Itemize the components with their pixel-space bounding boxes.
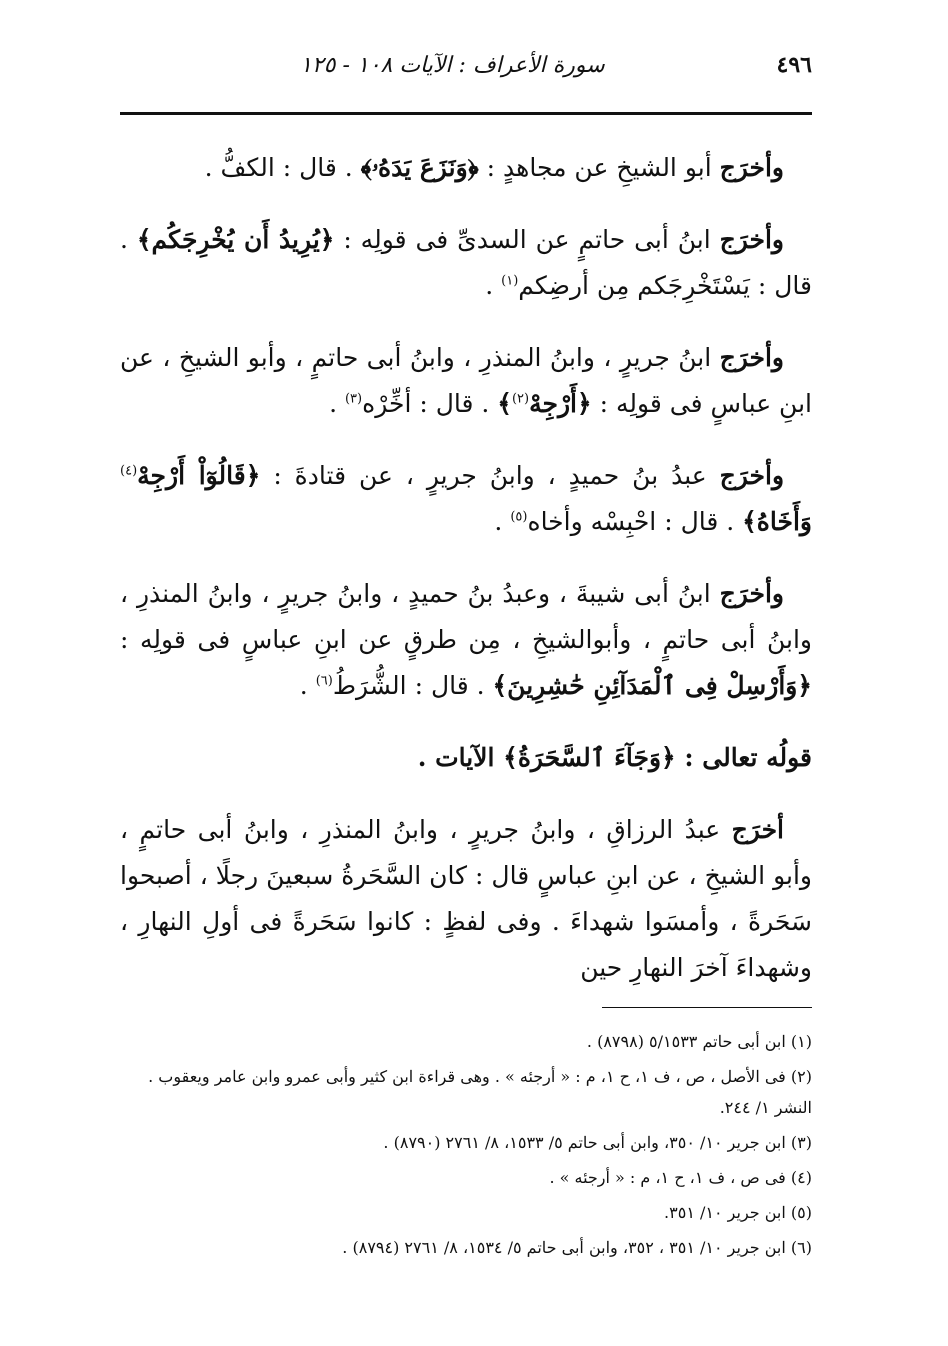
paragraph-text: . قال : الكفُّ . (204, 153, 361, 182)
paragraph-text: . قال : احْبِسْه وأخاه (527, 507, 743, 536)
paragraph-text: . قال : أخِّرْه (362, 389, 498, 418)
paragraph-6 (120, 807, 812, 991)
footnote-ref[interactable]: (٢) (511, 391, 530, 407)
paragraph-text: . (494, 507, 511, 536)
paragraph-text: ابنُ جريرٍ ، وابنُ المنذرِ ، وابنُ أبى حاتمٍ ، وأبو الشيخِ ، عن ابنِ عباسٍ فى قولِه : (120, 343, 812, 418)
footnote-6: (٦) ابن جرير ١٠/ ٣٥١ ، ٣٥٢، وابن أبى حاتم ٥/ ١٥٣٤، ٨/ ٢٧٦١ (٨٧٩٤) . (342, 1238, 812, 1257)
footnote-ref[interactable]: (٥) (510, 509, 528, 525)
page-header (120, 52, 812, 96)
paragraph-lead: وأخرَج (719, 343, 784, 372)
paragraph-text: . قال : الشُّرَطُ (332, 671, 493, 700)
footnotes (120, 1026, 812, 1263)
quran-quote: ﴿أَرْجِهْ (529, 389, 592, 418)
paragraph-2 (120, 217, 812, 309)
footnote-2: (٢) فى الأصل ، ص ، ف ١، ح ١، م : « أرجئه » . وهى قراءة ابن كثير وأبى عمرو وابن عامر ويعقوب . النشر ١/ ٢٤٤. (148, 1067, 812, 1117)
footnote-ref[interactable]: (١) (501, 273, 519, 289)
paragraph-1 (120, 145, 812, 191)
book-page (120, 52, 812, 1267)
quran-quote: ﴿وَنَزَعَ يَدَهُۥ﴾ (360, 153, 479, 182)
paragraph-text: عبدُ الرزاقِ ، وابنُ جريرٍ ، وابنُ المنذرِ ، وابنُ أبى حاتمٍ ، وأبو الشيخِ ، عن ابنِ عباسٍ قال : كان السَّحَرةُ سبعينَ رجلًا ، أصبحوا سَحَرةً ، وأمسَوا شهداءَ . وفى لفظٍ : كانوا سَحَرةً فى أولِ النهارِ ، وشهداءَ آخرَ النهارِ حين (120, 815, 812, 982)
paragraph-text: أبو الشيخِ عن مجاهدٍ : (478, 153, 720, 182)
paragraph-text: . قال : يَسْتَخْرِجَكم مِن أرضِكم (120, 225, 812, 300)
section-heading (120, 735, 812, 781)
footnote-ref[interactable]: (٦) (315, 673, 333, 689)
paragraph-text: . (329, 389, 345, 418)
paragraph-text: . (485, 271, 502, 300)
paragraph-lead: وأخرَج (719, 579, 784, 608)
running-title: سورة الأعراف : الآيات ١٠٨ - ١٢٥ (300, 53, 605, 78)
paragraph-3 (120, 335, 812, 427)
footnote-ref[interactable]: (٤) (120, 463, 138, 479)
heading-lead: قولُه تعالى : (675, 743, 812, 772)
paragraph-lead: وأخرَج (719, 461, 785, 490)
footnote-divider (602, 1007, 812, 1008)
quran-quote: ﴿وَجَآءَ ٱلسَّحَرَةُ﴾ (503, 743, 676, 772)
footnote-3: (٣) ابن جرير ١٠/ ٣٥٠، وابن أبى حاتم ٥/ ١٥٣٣، ٨/ ٢٧٦١ (٨٧٩٠) . (383, 1133, 812, 1152)
heading-text: الآيات . (417, 743, 504, 772)
paragraph-text: ابنُ أبى شيبةَ ، وعبدُ بنُ حميدٍ ، وابنُ جريرٍ ، وابنُ المنذرِ ، وابنُ أبى حاتمٍ ، وأبوالشيخِ ، مِن طرقٍ عن ابنِ عباسٍ فى قولِه : (120, 579, 812, 654)
page-number: ٤٩٦ (776, 52, 812, 78)
paragraph-lead: أخرَج (731, 815, 784, 844)
main-text (120, 145, 812, 991)
paragraph-5 (120, 571, 812, 709)
paragraph-lead: وأخرَج (719, 153, 784, 182)
footnote-1: (١) ابن أبى حاتم ٥/١٥٣٣ (٨٧٩٨) . (586, 1032, 812, 1051)
paragraph-text: . (299, 671, 316, 700)
quran-quote-end: وَأَخَاهُ﴾ (742, 507, 812, 536)
header-divider (120, 112, 812, 115)
paragraph-text: عبدُ بنُ حميدٍ ، وابنُ جريرٍ ، عن قتادةَ : (260, 461, 720, 490)
footnote-5: (٥) ابن جرير ١٠/ ٣٥١. (664, 1203, 812, 1222)
quran-quote: ﴿يُرِيدُ أَن يُخْرِجَكُم﴾ (136, 225, 335, 254)
quran-quote: ﴿وَأَرْسِلْ فِى ٱلْمَدَآئِنِ حَٰشِرِينَ﴾ (492, 671, 812, 700)
quran-quote: ﴿قَالُوٓاْ أَرْجِهْ (137, 461, 261, 490)
paragraph-text: ابنُ أبى حاتمٍ عن السدىِّ فى قولِه : (334, 225, 720, 254)
footnote-ref[interactable]: (٣) (344, 391, 363, 407)
paragraph-lead: وأخرَج (719, 225, 784, 254)
paragraph-4 (120, 453, 812, 545)
footnote-4: (٤) فى ص ، ف ١، ح ١، م : « أرجئه » . (549, 1168, 812, 1187)
quran-quote-end: ﴾ (497, 389, 512, 418)
